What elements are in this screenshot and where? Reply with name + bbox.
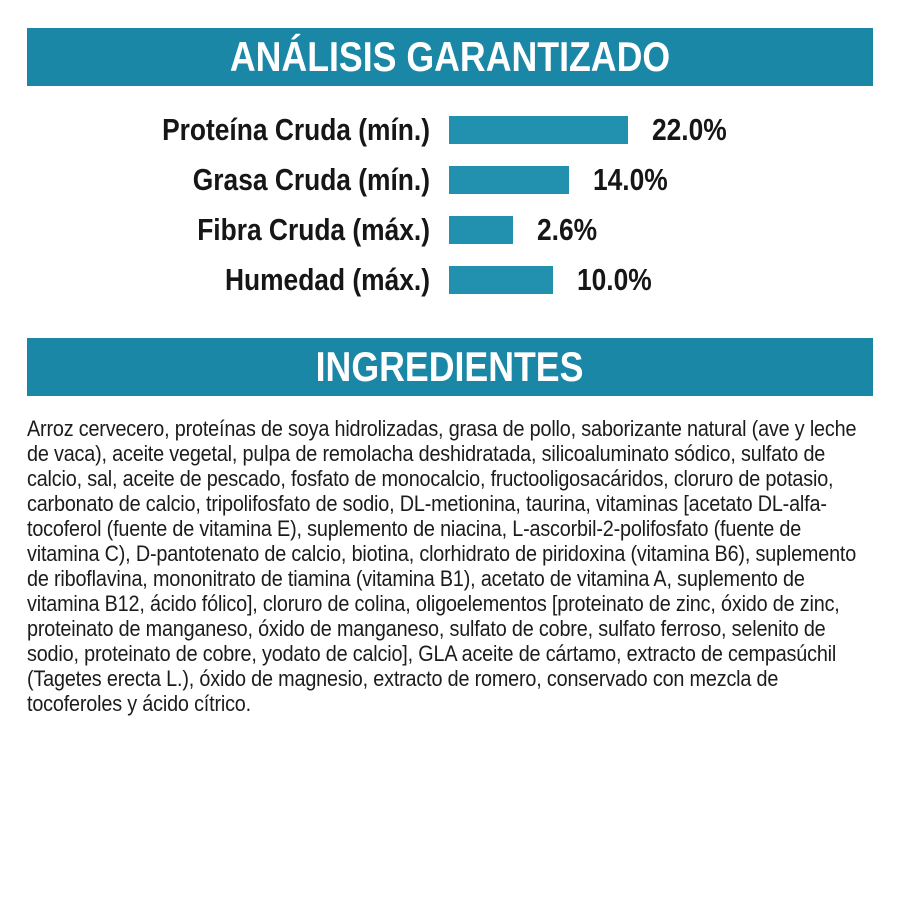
row-value: 10.0% <box>577 262 652 297</box>
chart-row-moisture <box>27 255 873 305</box>
row-label: Humedad (máx.) <box>225 262 430 297</box>
row-bar <box>449 166 569 194</box>
ingredients-title: INGREDIENTES <box>316 343 584 390</box>
row-bar <box>449 266 553 294</box>
analysis-banner <box>27 28 873 86</box>
chart-row-fiber <box>27 205 873 255</box>
row-label: Fibra Cruda (máx.) <box>197 212 430 247</box>
row-value: 22.0% <box>652 112 727 147</box>
row-bar <box>449 216 513 244</box>
chart-row-protein <box>27 105 873 155</box>
ingredients-banner <box>27 338 873 396</box>
row-value: 14.0% <box>593 162 668 197</box>
analysis-title: ANÁLISIS GARANTIZADO <box>229 33 671 80</box>
row-label: Proteína Cruda (mín.) <box>162 112 430 147</box>
row-label: Grasa Cruda (mín.) <box>192 162 430 197</box>
ingredients-text: Arroz cervecero, proteínas de soya hidrolizadas, grasa de pollo, saborizante natural (ave y leche de vaca), aceite vegetal, pulpa de remolacha deshidratada, silicoaluminato sódico, sulfato de calcio, sal, aceite de pescado, fosfato de monocalcio, fructooligosacáridos, cloruro de potasio, carbonato de calcio, tripolifosfato de sodio, DL-metionina, taurina, vitaminas [acetato DL-alfa-tocoferol (fuente de vitamina E), suplemento de niacina, L-ascorbil-2-polifosfato (fuente de vitamina C), D-pantotenato de calcio, biotina, clorhidrato de piridoxina (vitamina B6), suplemento de riboflavina, mononitrato de tiamina (vitamina B1), acetato de vitamina A, suplemento de vitamina B12, ácido fólico], cloruro de colina, oligoelementos [proteinato de zinc, óxido de zinc, proteinato de manganeso, óxido de manganeso, sulfato de cobre, sulfato ferroso, selenito de sodio, proteinato de cobre, yodato de calcio], GLA aceite de cártamo, extracto de cempasúchil (Tagetes erecta L.), óxido de magnesio, extracto de romero, conservado con mezcla de tocoferoles y ácido cítrico. <box>27 416 857 716</box>
row-value: 2.6% <box>537 212 598 247</box>
chart-row-fat <box>27 155 873 205</box>
guaranteed-analysis-chart <box>27 105 873 305</box>
row-bar <box>449 116 628 144</box>
